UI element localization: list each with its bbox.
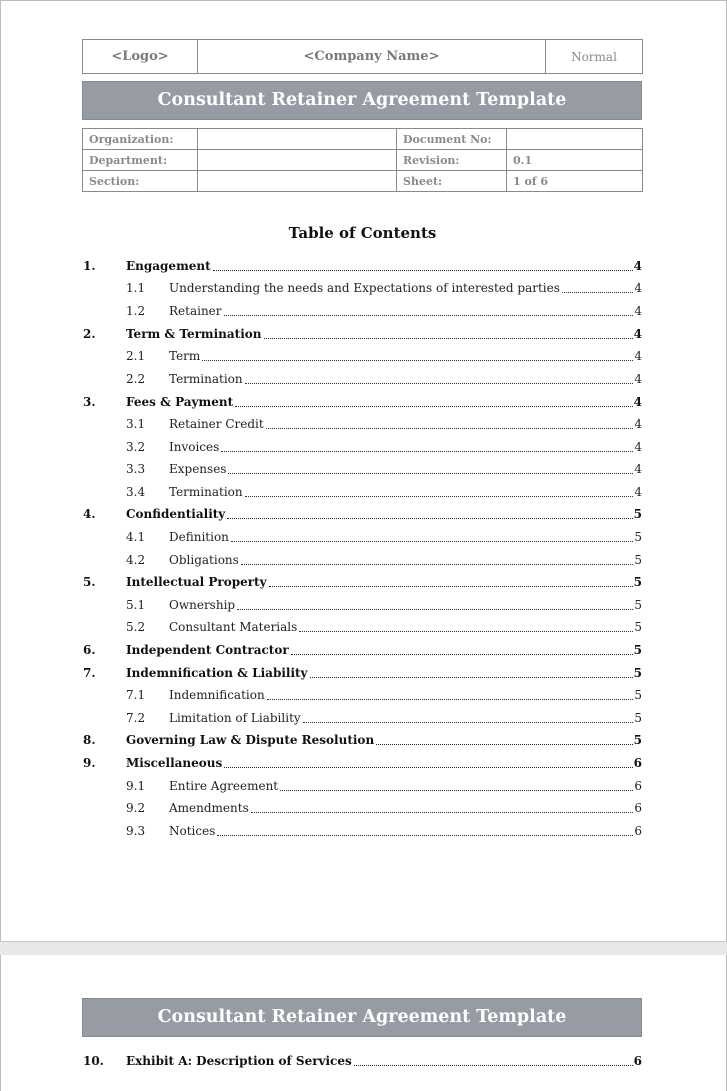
toc-page-number: 4 bbox=[633, 395, 642, 409]
toc-entry[interactable] bbox=[83, 257, 642, 275]
department-field[interactable] bbox=[198, 150, 397, 171]
toc-leader bbox=[562, 292, 633, 293]
toc-leader bbox=[213, 270, 633, 271]
toc-heading: Consultant Materials bbox=[169, 620, 298, 634]
toc-number: 3.2 bbox=[126, 440, 146, 454]
toc-heading: Definition bbox=[169, 530, 229, 544]
toc-heading: Amendments bbox=[169, 801, 249, 815]
logo-placeholder: <Logo> bbox=[83, 40, 198, 74]
toc-number: 7.2 bbox=[126, 711, 146, 725]
toc-page-number: 5 bbox=[634, 553, 642, 567]
organization-label: Organization: bbox=[83, 129, 198, 150]
toc-entry[interactable] bbox=[83, 415, 642, 433]
toc-leader bbox=[269, 586, 633, 587]
toc-heading: Confidentiality bbox=[126, 507, 226, 521]
document-no-field[interactable] bbox=[507, 129, 643, 150]
toc-number: 9.1 bbox=[126, 779, 146, 793]
toc-page-number: 5 bbox=[634, 711, 642, 725]
toc-leader bbox=[266, 428, 634, 429]
document-title-banner: Consultant Retainer Agreement Template bbox=[82, 81, 642, 120]
toc-page-number: 5 bbox=[634, 620, 642, 634]
toc-entry[interactable] bbox=[83, 799, 642, 817]
toc-page-number: 4 bbox=[634, 281, 642, 295]
toc-heading: Governing Law & Dispute Resolution bbox=[126, 733, 375, 747]
toc-number: 7.1 bbox=[126, 688, 146, 702]
toc-leader bbox=[241, 564, 634, 565]
revision-label: Revision: bbox=[397, 150, 507, 171]
toc-number: 8. bbox=[83, 733, 96, 747]
toc-number: 4. bbox=[83, 507, 96, 521]
toc-page-number: 4 bbox=[634, 304, 642, 318]
toc-number: 4.1 bbox=[126, 530, 146, 544]
toc-page-number: 5 bbox=[634, 598, 642, 612]
toc-heading: Expenses bbox=[169, 462, 227, 476]
toc-page-number: 4 bbox=[633, 259, 642, 273]
toc-number: 9. bbox=[83, 756, 96, 770]
toc-page-number: 5 bbox=[633, 643, 642, 657]
toc-entry[interactable] bbox=[83, 777, 642, 795]
toc-entry[interactable] bbox=[83, 822, 642, 840]
document-info-table bbox=[82, 128, 643, 192]
toc-entry[interactable] bbox=[83, 754, 642, 772]
toc-number: 2.2 bbox=[126, 372, 146, 386]
toc-number: 3. bbox=[83, 395, 96, 409]
toc-heading: Retainer bbox=[169, 304, 222, 318]
toc-page-number: 5 bbox=[633, 575, 642, 589]
header-table bbox=[82, 39, 643, 74]
toc-entry[interactable] bbox=[83, 551, 642, 569]
toc-heading: Miscellaneous bbox=[126, 756, 223, 770]
section-label: Section: bbox=[83, 171, 198, 192]
toc-page-number: 6 bbox=[634, 779, 642, 793]
toc-number: 3.1 bbox=[126, 417, 146, 431]
toc-leader bbox=[227, 518, 632, 519]
toc-page-number: 4 bbox=[634, 440, 642, 454]
document-title-banner-page-2: Consultant Retainer Agreement Template bbox=[82, 998, 642, 1037]
toc-leader bbox=[202, 360, 633, 361]
toc-leader bbox=[267, 699, 634, 700]
toc-heading: Notices bbox=[169, 824, 216, 838]
toc-number: 2. bbox=[83, 327, 96, 341]
toc-leader bbox=[291, 654, 633, 655]
toc-page-number: 4 bbox=[633, 327, 642, 341]
toc-page-number: 6 bbox=[634, 801, 642, 815]
toc-heading: Ownership bbox=[169, 598, 236, 612]
toc-number: 10. bbox=[83, 1054, 104, 1068]
toc-leader bbox=[354, 1065, 633, 1066]
toc-entry[interactable] bbox=[83, 528, 642, 546]
toc-entry[interactable] bbox=[83, 709, 642, 727]
toc-leader bbox=[224, 767, 632, 768]
toc-number: 6. bbox=[83, 643, 96, 657]
toc-title: Table of Contents bbox=[288, 224, 437, 242]
revision-field[interactable]: 0.1 bbox=[507, 150, 643, 171]
toc-page-number: 4 bbox=[634, 349, 642, 363]
toc-heading: Retainer Credit bbox=[169, 417, 264, 431]
toc-number: 4.2 bbox=[126, 553, 146, 567]
toc-entry[interactable] bbox=[83, 347, 642, 365]
toc-heading: Invoices bbox=[169, 440, 220, 454]
toc-heading: Engagement bbox=[126, 259, 211, 273]
toc-page-number: 4 bbox=[634, 485, 642, 499]
toc-page-number: 6 bbox=[633, 1054, 642, 1068]
toc-number: 5.1 bbox=[126, 598, 146, 612]
toc-entry[interactable] bbox=[83, 325, 642, 343]
toc-number: 3.4 bbox=[126, 485, 146, 499]
toc-entry[interactable] bbox=[83, 641, 642, 659]
toc-heading: Fees & Payment bbox=[126, 395, 234, 409]
toc-number: 1.1 bbox=[126, 281, 146, 295]
toc-page-number: 5 bbox=[633, 733, 642, 747]
toc-heading: Exhibit A: Description of Services bbox=[126, 1054, 352, 1068]
toc-page-number: 4 bbox=[634, 462, 642, 476]
section-field[interactable] bbox=[198, 171, 397, 192]
toc-heading: Indemnification & Liability bbox=[126, 666, 308, 680]
toc-leader bbox=[237, 609, 633, 610]
toc-number: 5.2 bbox=[126, 620, 146, 634]
toc-page-number: 4 bbox=[634, 372, 642, 386]
company-name: <Company Name> bbox=[198, 40, 546, 74]
toc-entry[interactable] bbox=[83, 664, 642, 682]
toc-entry[interactable] bbox=[83, 483, 642, 501]
sheet-field[interactable]: 1 of 6 bbox=[507, 171, 643, 192]
toc-entry[interactable] bbox=[83, 731, 642, 749]
toc-number: 9.2 bbox=[126, 801, 146, 815]
toc-leader bbox=[251, 812, 634, 813]
toc-leader bbox=[228, 473, 633, 474]
toc-entry[interactable] bbox=[83, 686, 642, 704]
toc-entry[interactable] bbox=[83, 573, 642, 591]
toc-number: 1. bbox=[83, 259, 96, 273]
toc-leader bbox=[224, 315, 634, 316]
toc-heading: Term & Termination bbox=[126, 327, 262, 341]
toc-page-number: 5 bbox=[633, 507, 642, 521]
toc-leader bbox=[264, 338, 633, 339]
toc-page-number: 4 bbox=[634, 417, 642, 431]
document-no-label: Document No: bbox=[397, 129, 507, 150]
toc-leader bbox=[303, 722, 634, 723]
toc-leader bbox=[280, 790, 633, 791]
toc-heading: Indemnification bbox=[169, 688, 265, 702]
toc-page-number: 6 bbox=[633, 756, 642, 770]
department-label: Department: bbox=[83, 150, 198, 171]
toc-leader bbox=[235, 406, 633, 407]
toc-leader bbox=[299, 631, 633, 632]
toc-number: 5. bbox=[83, 575, 96, 589]
toc-entry[interactable] bbox=[83, 279, 642, 297]
toc-heading: Independent Contractor bbox=[126, 643, 289, 657]
toc-entry[interactable] bbox=[83, 505, 642, 523]
toc-heading: Termination bbox=[169, 372, 243, 386]
toc-leader bbox=[221, 451, 633, 452]
toc-heading: Entire Agreement bbox=[169, 779, 279, 793]
toc-entry[interactable] bbox=[83, 618, 642, 636]
organization-field[interactable] bbox=[198, 129, 397, 150]
toc-number: 9.3 bbox=[126, 824, 146, 838]
toc-entry[interactable] bbox=[83, 460, 642, 478]
toc-heading: Understanding the needs and Expectations of interested parties bbox=[169, 281, 560, 295]
toc-entry[interactable] bbox=[83, 393, 642, 411]
toc-page-number: 5 bbox=[633, 666, 642, 680]
toc-leader bbox=[376, 744, 632, 745]
toc-heading: Termination bbox=[169, 485, 243, 499]
toc-entry[interactable] bbox=[83, 370, 642, 388]
toc-heading: Limitation of Liability bbox=[169, 711, 301, 725]
toc-number: 7. bbox=[83, 666, 96, 680]
toc-entry[interactable] bbox=[83, 302, 642, 320]
toc-heading: Intellectual Property bbox=[126, 575, 267, 589]
toc-page-number: 6 bbox=[634, 824, 642, 838]
toc-number: 1.2 bbox=[126, 304, 146, 318]
style-label: Normal bbox=[546, 40, 643, 74]
sheet-label: Sheet: bbox=[397, 171, 507, 192]
toc-entry[interactable] bbox=[83, 1052, 642, 1070]
toc-page-number: 5 bbox=[634, 688, 642, 702]
toc-leader bbox=[217, 835, 633, 836]
toc-page-number: 5 bbox=[634, 530, 642, 544]
toc-leader bbox=[310, 677, 633, 678]
toc-heading: Term bbox=[169, 349, 201, 363]
toc-heading: Obligations bbox=[169, 553, 239, 567]
toc-leader bbox=[245, 383, 634, 384]
toc-leader bbox=[231, 541, 633, 542]
toc-number: 2.1 bbox=[126, 349, 146, 363]
toc-number: 3.3 bbox=[126, 462, 146, 476]
toc-entry[interactable] bbox=[83, 438, 642, 456]
toc-entry[interactable] bbox=[83, 596, 642, 614]
toc-leader bbox=[245, 496, 634, 497]
